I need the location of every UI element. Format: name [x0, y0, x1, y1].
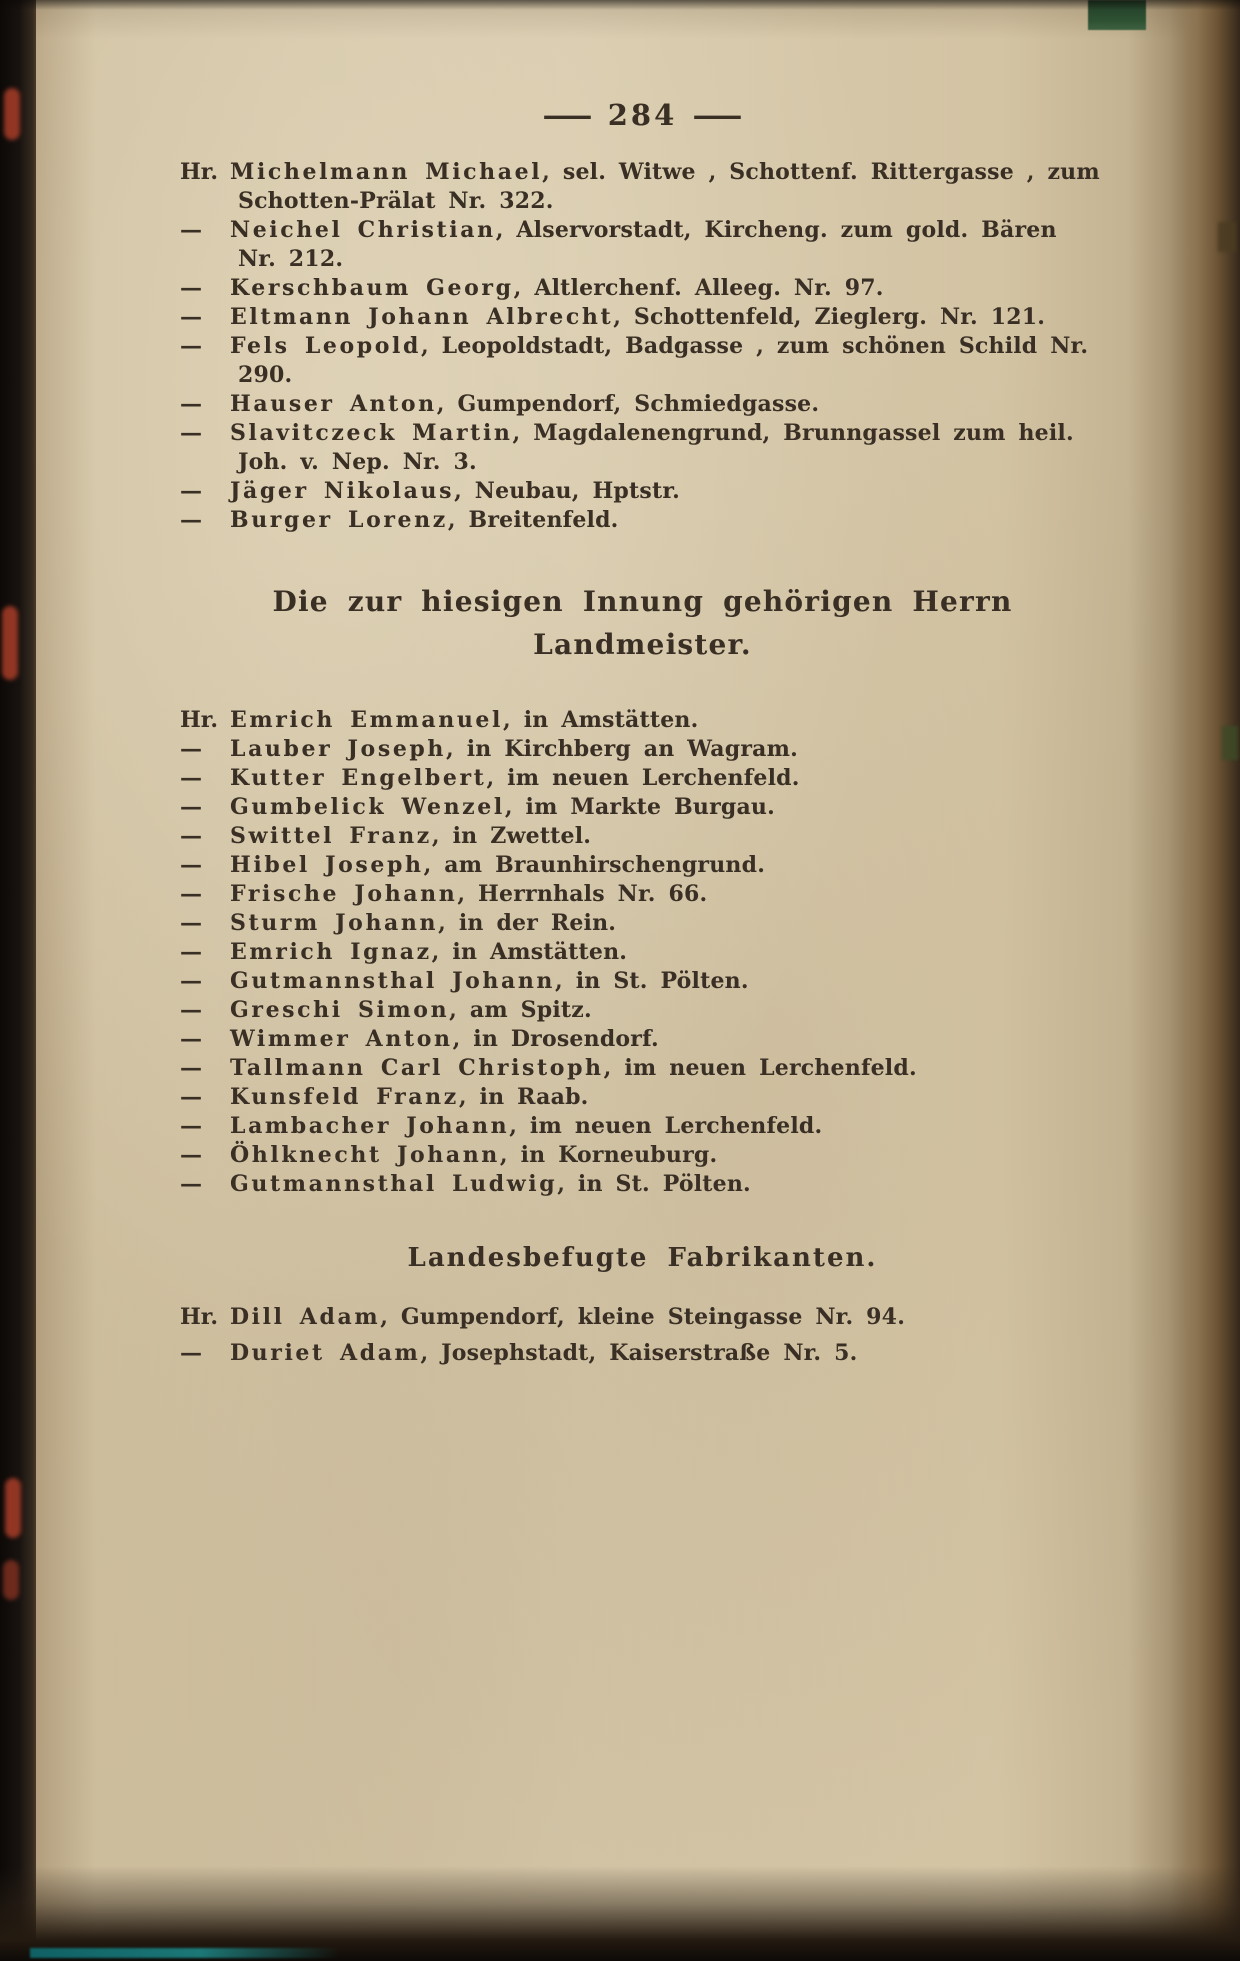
entry-name: Duriet Adam [230, 1340, 421, 1366]
entry-prefix: Hr. [180, 159, 219, 185]
entry-details: , Altlerchenf. Alleeg. Nr. 97. [513, 275, 884, 301]
bottom-scan-shadow [0, 1866, 1240, 1961]
entry-prefix: — [180, 1084, 202, 1110]
directory-entry [180, 1170, 1105, 1199]
directory-entry [180, 303, 1105, 332]
entry-name: Lambacher Johann [230, 1113, 510, 1139]
directory-entry [180, 1299, 1105, 1335]
landmeister-heading-line1: Die zur hiesigen Innung gehörigen Herrn [272, 585, 1013, 618]
entry-name: Tallmann Carl Christoph [230, 1055, 604, 1081]
entry-name: Sturm Johann [230, 910, 439, 936]
entry-prefix: — [180, 968, 202, 994]
entry-name: Eltmann Johann Albrecht [230, 304, 614, 330]
entry-name: Swittel Franz [230, 823, 432, 849]
entry-details: , Gumpendorf, Schmiedgasse. [436, 391, 820, 417]
top-scan-shadow [0, 0, 1240, 10]
directory-entry [180, 1083, 1105, 1112]
entry-details: , Neubau, Hptstr. [454, 478, 680, 504]
entry-details: , Schottenfeld, Zieglerg. Nr. 121. [613, 304, 1046, 330]
entry-name: Dill Adam [230, 1304, 381, 1330]
entry-prefix: — [180, 478, 202, 504]
entry-prefix: — [180, 1113, 202, 1139]
entry-name: Kunsfeld Franz [230, 1084, 459, 1110]
entry-prefix: — [180, 765, 202, 791]
directory-entry [180, 793, 1105, 822]
entry-prefix: — [180, 304, 202, 330]
entry-details: , sel. Witwe , Schottenf. Rittergasse , zum Schotten-Prälat Nr. 322. [238, 159, 1100, 214]
entry-prefix: Hr. [180, 707, 219, 733]
entry-name: Frische Johann [230, 881, 458, 907]
directory-entry [180, 880, 1105, 909]
directory-entry [180, 851, 1105, 880]
entry-prefix: — [180, 881, 202, 907]
entry-details: , Leopoldstadt, Badgasse , zum schönen Schild Nr. 290. [238, 333, 1089, 388]
directory-entry [180, 1141, 1105, 1170]
entry-prefix: — [180, 794, 202, 820]
entry-name: Emrich Ignaz [230, 939, 432, 965]
entry-details: , im Markte Burgau. [504, 794, 775, 820]
page-number-dash-right: — [691, 98, 744, 132]
entry-name: Kutter Engelbert [230, 765, 487, 791]
right-edge-mark [1218, 222, 1236, 252]
entry-details: , in St. Pölten. [555, 968, 749, 994]
directory-entry [180, 996, 1105, 1025]
landmeister-list [180, 706, 1105, 1199]
directory-entry [180, 909, 1105, 938]
entry-name: Öhlknecht Johann [230, 1142, 500, 1168]
entry-name: Gumbelick Wenzel [230, 794, 505, 820]
directory-entry [180, 1025, 1105, 1054]
directory-entry [180, 1335, 1105, 1371]
directory-entry [180, 938, 1105, 967]
entry-prefix: — [180, 217, 202, 243]
binding-red-mark [4, 88, 20, 140]
entry-details: , Breitenfeld. [447, 507, 619, 533]
directory-entry [180, 1054, 1105, 1083]
entry-details: , in St. Pölten. [557, 1171, 751, 1197]
entry-name: Hauser Anton [230, 391, 437, 417]
entry-details: , Herrnhals Nr. 66. [457, 881, 708, 907]
entry-prefix: — [180, 1171, 202, 1197]
directory-entry [180, 158, 1105, 216]
binding-red-mark [2, 606, 18, 680]
bottom-teal-strip [30, 1948, 340, 1958]
entry-name: Wimmer Anton [230, 1026, 453, 1052]
entry-details: , im neuen Lerchenfeld. [486, 765, 800, 791]
directory-entry [180, 506, 1105, 535]
entry-name: Michelmann Michael [230, 159, 543, 185]
entry-name: Emrich Emmanuel [230, 707, 503, 733]
entry-name: Neichel Christian [230, 217, 496, 243]
entry-details: , Magdalenengrund, Brunngassel zum heil. Joh. v. Nep. Nr. 3. [238, 420, 1074, 475]
binding-red-mark [3, 1560, 19, 1600]
directory-entry [180, 764, 1105, 793]
entry-details: , im neuen Lerchenfeld. [509, 1113, 823, 1139]
entry-name: Slavitczeck Martin [230, 420, 513, 446]
entry-prefix: — [180, 823, 202, 849]
entry-details: , in Amstätten. [431, 939, 628, 965]
entry-prefix: — [180, 852, 202, 878]
right-edge-mark [1222, 726, 1238, 760]
entry-name: Kerschbaum Georg [230, 275, 514, 301]
entry-details: , in Zwettel. [431, 823, 592, 849]
entry-prefix: — [180, 910, 202, 936]
entry-name: Fels Leopold [230, 333, 421, 359]
page-number-dash-left: — [541, 98, 594, 132]
entry-details: , Gumpendorf, kleine Steingasse Nr. 94. [380, 1304, 906, 1330]
entry-prefix: — [180, 333, 202, 359]
entry-details: , am Spitz. [449, 997, 592, 1023]
directory-entry [180, 216, 1105, 274]
entry-details: , in Amstätten. [502, 707, 699, 733]
entry-prefix: Hr. [180, 1304, 219, 1330]
entry-prefix: — [180, 736, 202, 762]
entry-prefix: — [180, 391, 202, 417]
entry-details: , am Braunhirschengrund. [423, 852, 766, 878]
entry-prefix: — [180, 997, 202, 1023]
entry-prefix: — [180, 507, 202, 533]
city-masters-list [180, 158, 1105, 535]
entry-name: Burger Lorenz [230, 507, 448, 533]
directory-entry [180, 822, 1105, 851]
entry-details: , in Korneuburg. [499, 1142, 718, 1168]
entry-details: , im neuen Lerchenfeld. [603, 1055, 917, 1081]
entry-name: Greschi Simon [230, 997, 450, 1023]
directory-entry [180, 477, 1105, 506]
entry-prefix: — [180, 1055, 202, 1081]
entry-prefix: — [180, 1142, 202, 1168]
entry-details: , in Raab. [458, 1084, 589, 1110]
entry-name: Lauber Joseph [230, 736, 446, 762]
entry-details: , Josephstadt, Kaiserstraße Nr. 5. [420, 1340, 858, 1366]
directory-entry [180, 332, 1105, 390]
entry-details: , in Kirchberg an Wagram. [446, 736, 798, 762]
directory-entry [180, 274, 1105, 303]
directory-entry [180, 419, 1105, 477]
directory-entry [180, 1112, 1105, 1141]
fabrikanten-list [180, 1299, 1105, 1371]
entry-details: , Alservorstadt, Kircheng. zum gold. Bären Nr. 212. [238, 217, 1057, 272]
entry-name: Jäger Nikolaus [230, 478, 455, 504]
directory-entry [180, 967, 1105, 996]
binding-red-mark [5, 1478, 21, 1538]
entry-prefix: — [180, 275, 202, 301]
page-number [180, 98, 1105, 132]
landmeister-heading-line2: Landmeister. [533, 628, 752, 661]
entry-prefix: — [180, 939, 202, 965]
entry-name: Gutmannsthal Johann [230, 968, 556, 994]
directory-entry [180, 706, 1105, 735]
directory-entry [180, 390, 1105, 419]
entry-name: Gutmannsthal Ludwig [230, 1171, 558, 1197]
page-paper [36, 0, 1240, 1961]
entry-name: Hibel Joseph [230, 852, 424, 878]
book-binding-edge [0, 0, 36, 1961]
page-block-right-edge [1128, 0, 1240, 1961]
page-number-value: 284 [607, 98, 678, 132]
entry-prefix: — [180, 1340, 202, 1366]
entry-prefix: — [180, 420, 202, 446]
fabrikanten-heading: Landesbefugte Fabrikanten. [407, 1243, 878, 1273]
directory-entry [180, 735, 1105, 764]
entry-prefix: — [180, 1026, 202, 1052]
entry-details: , in Drosendorf. [452, 1026, 659, 1052]
entry-details: , in der Rein. [438, 910, 617, 936]
